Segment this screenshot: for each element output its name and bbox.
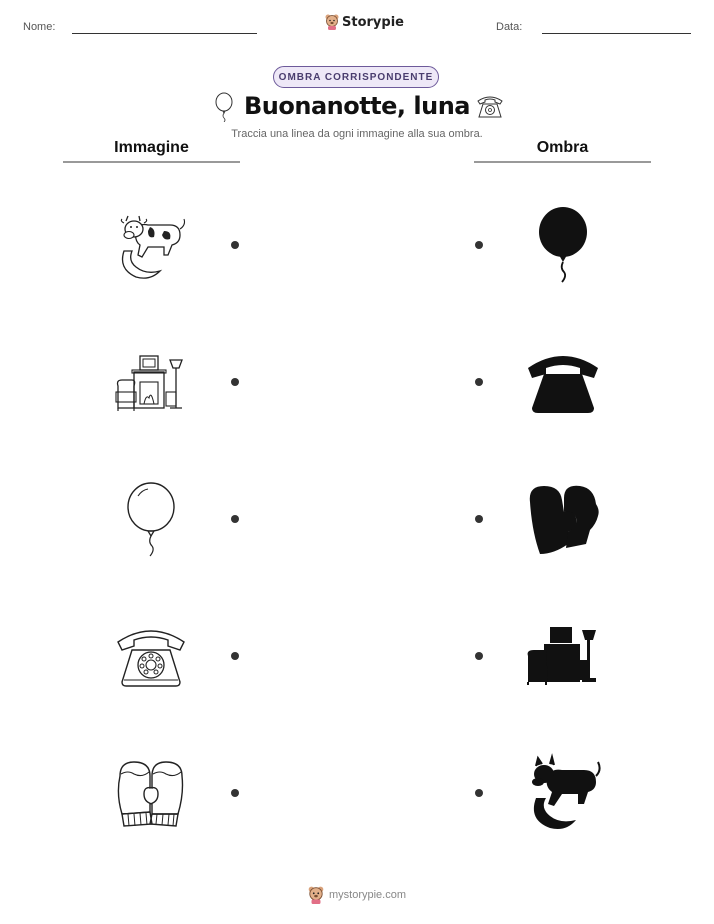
instructions: Traccia una linea da ogni immagine alla sua ombra. (231, 128, 483, 140)
cow-moon-image[interactable] (112, 207, 188, 283)
right-dot-5[interactable] (475, 789, 483, 797)
footer-url[interactable]: mystorypie.com (328, 889, 407, 901)
page-title: Buonanotte, luna (243, 92, 470, 120)
column-divider-right (474, 161, 651, 163)
right-dot-1[interactable] (475, 241, 483, 249)
bear-icon (308, 886, 324, 904)
right-dot-2[interactable] (475, 378, 483, 386)
footer (260, 886, 454, 904)
telephone-shadow[interactable] (526, 350, 600, 414)
telephone-icon (475, 93, 505, 119)
left-dot-5[interactable] (231, 789, 239, 797)
mittens-shadow[interactable] (524, 482, 602, 556)
mittens-image[interactable] (112, 758, 190, 830)
left-dot-4[interactable] (231, 652, 239, 660)
living-room-image[interactable] (112, 352, 188, 412)
left-dot-1[interactable] (231, 241, 239, 249)
activity-badge: OMBRA CORRISPONDENTE (273, 66, 439, 88)
left-dot-2[interactable] (231, 378, 239, 386)
name-line[interactable] (72, 33, 257, 34)
column-header-image: Immagine (114, 139, 189, 156)
column-divider-left (63, 161, 240, 163)
date-line[interactable] (542, 33, 691, 34)
telephone-image[interactable] (114, 624, 188, 688)
balloon-image[interactable] (124, 482, 178, 558)
brand-name: Storypie (342, 14, 404, 30)
brand-logo (325, 14, 404, 30)
bear-icon (325, 14, 339, 30)
left-dot-3[interactable] (231, 515, 239, 523)
right-dot-3[interactable] (475, 515, 483, 523)
column-header-shadow: Ombra (536, 139, 589, 156)
name-label: Nome: (23, 21, 56, 33)
right-dot-4[interactable] (475, 652, 483, 660)
balloon-shadow[interactable] (536, 206, 590, 284)
living-room-shadow[interactable] (524, 624, 600, 686)
cow-moon-shadow[interactable] (526, 752, 602, 832)
date-label: Data: (496, 21, 523, 33)
